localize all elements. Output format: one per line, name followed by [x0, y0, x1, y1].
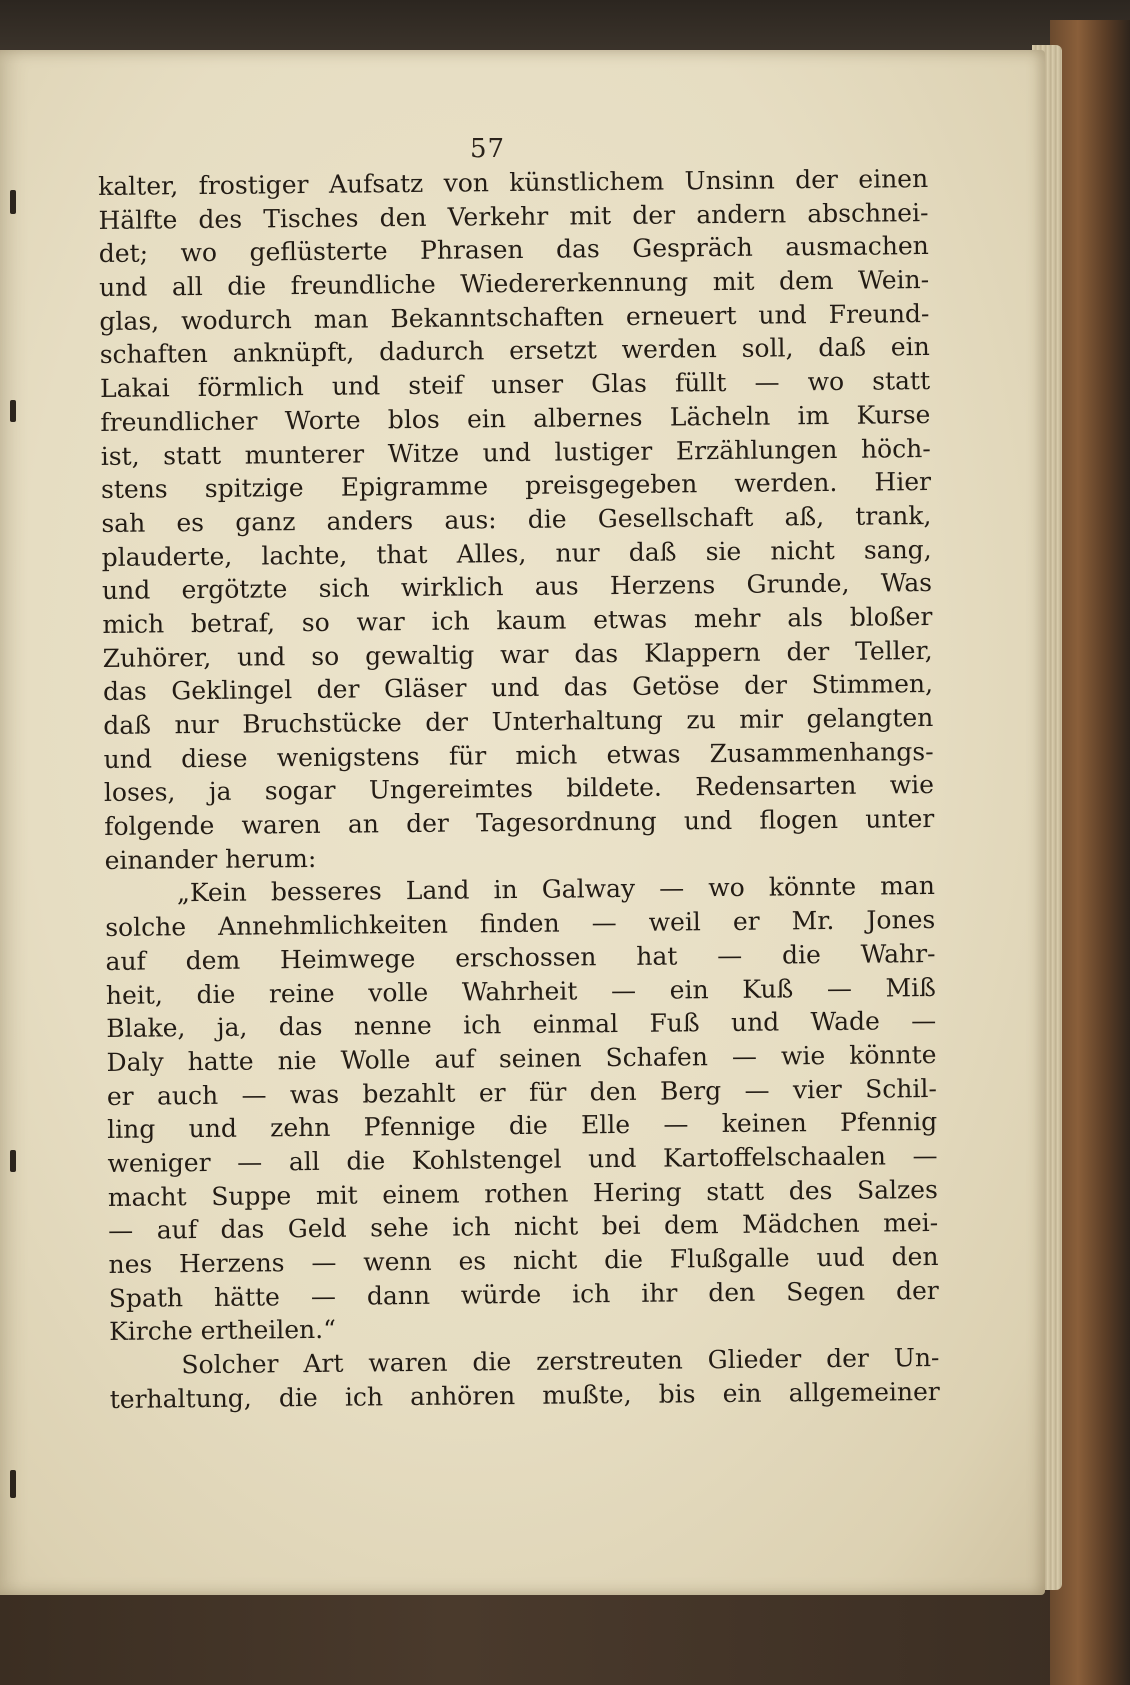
- text-line: weniger — all die Kohlstengel und Kartoffelschaalen —: [107, 1140, 938, 1178]
- text-line: auf dem Heimwege erschossen hat — die Wahr-: [105, 938, 936, 976]
- text-line: freundlicher Worte blos ein albernes Lächeln im Kurse: [100, 399, 931, 437]
- text-line: Lakai förmlich und steif unser Glas füllt — wo statt: [99, 366, 931, 404]
- text-line: und diese wenigstens für mich etwas Zusammenhangs-: [103, 736, 934, 774]
- text-line: terhaltung, die ich anhören mußte, bis ein allgemeiner: [109, 1376, 940, 1414]
- text-line: und all die freundliche Wiedererkennung mit dem Wein-: [98, 265, 930, 303]
- text-line: schaften anknüpft, dadurch ersetzt werden soll, daß ein: [99, 332, 930, 370]
- book-cover-spine: [1050, 20, 1130, 1685]
- gutter-mark: [10, 1150, 16, 1172]
- text-line: det; wo geflüsterte Phrasen das Gespräch ausmachen: [98, 231, 929, 269]
- text-line: mich betraf, so war ich kaum etwas mehr als bloßer: [102, 601, 933, 639]
- text-line: und ergötzte sich wirklich aus Herzens Grunde, Was: [101, 568, 933, 606]
- text-line: er auch — was bezahlt er für den Berg — vier Schil-: [106, 1073, 937, 1111]
- text-line: Solcher Art waren die zerstreuten Glieder der Un-: [181, 1343, 940, 1380]
- text-line: heit, die reine volle Wahrheit — ein Kuß — Miß: [105, 972, 937, 1010]
- text-line: — auf das Geld sehe ich nicht bei dem Mädchen mei-: [108, 1208, 939, 1246]
- text-line: glas, wodurch man Bekanntschaften erneuert und Freund-: [99, 298, 930, 336]
- text-line: loses, ja sogar Ungereimtes bildete. Redensarten wie: [103, 770, 935, 808]
- page-number: 57: [470, 134, 506, 164]
- text-line: plauderte, lachte, that Alles, nur daß sie nicht sang,: [101, 534, 932, 572]
- text-line: Daly hatte nie Wolle auf seinen Schafen — wie könnte: [106, 1039, 937, 1077]
- gutter-mark: [10, 1470, 16, 1498]
- text-line: stens spitzige Epigramme preisgegeben werden. Hier: [100, 467, 932, 505]
- text-line: Zuhörer, und so gewaltig war das Klappern der Teller,: [102, 635, 933, 673]
- text-line: Blake, ja, das nenne ich einmal Fuß und Wade —: [106, 1006, 937, 1044]
- text-line: das Geklingel der Gläser und das Getöse der Stimmen,: [102, 669, 934, 707]
- gutter-mark: [10, 400, 16, 422]
- text-line: ling und zehn Pfennige die Elle — keinen Pfennig: [107, 1107, 938, 1145]
- body-text: [98, 162, 940, 1416]
- text-line: sah es ganz anders aus: die Gesellschaft aß, trank,: [101, 500, 932, 538]
- text-line: Kirche ertheilen.“: [109, 1315, 337, 1347]
- text-line: einander herum:: [104, 843, 317, 875]
- gutter-mark: [10, 190, 16, 214]
- text-line: solche Annehmlichkeiten finden — weil er Mr. Jones: [105, 905, 936, 943]
- text-line: nes Herzens — wenn es nicht die Flußgalle uud den: [108, 1241, 939, 1279]
- text-line: Hälfte des Tisches den Verkehr mit der andern abschnei-: [98, 197, 929, 235]
- text-line: „Kein besseres Land in Galway — wo könnte man: [176, 871, 936, 908]
- text-line: macht Suppe mit einem rothen Hering statt des Salzes: [107, 1174, 938, 1212]
- text-line: folgende waren an der Tagesordnung und flogen unter: [104, 804, 935, 842]
- text-line: kalter, frostiger Aufsatz von künstlichem Unsinn der einen: [98, 164, 929, 201]
- text-line: Spath hätte — dann würde ich ihr den Segen der: [108, 1275, 939, 1313]
- text-line: daß nur Bruchstücke der Unterhaltung zu mir gelangten: [103, 703, 934, 740]
- text-line: ist, statt munterer Witze und lustiger Erzählungen höch-: [100, 433, 931, 471]
